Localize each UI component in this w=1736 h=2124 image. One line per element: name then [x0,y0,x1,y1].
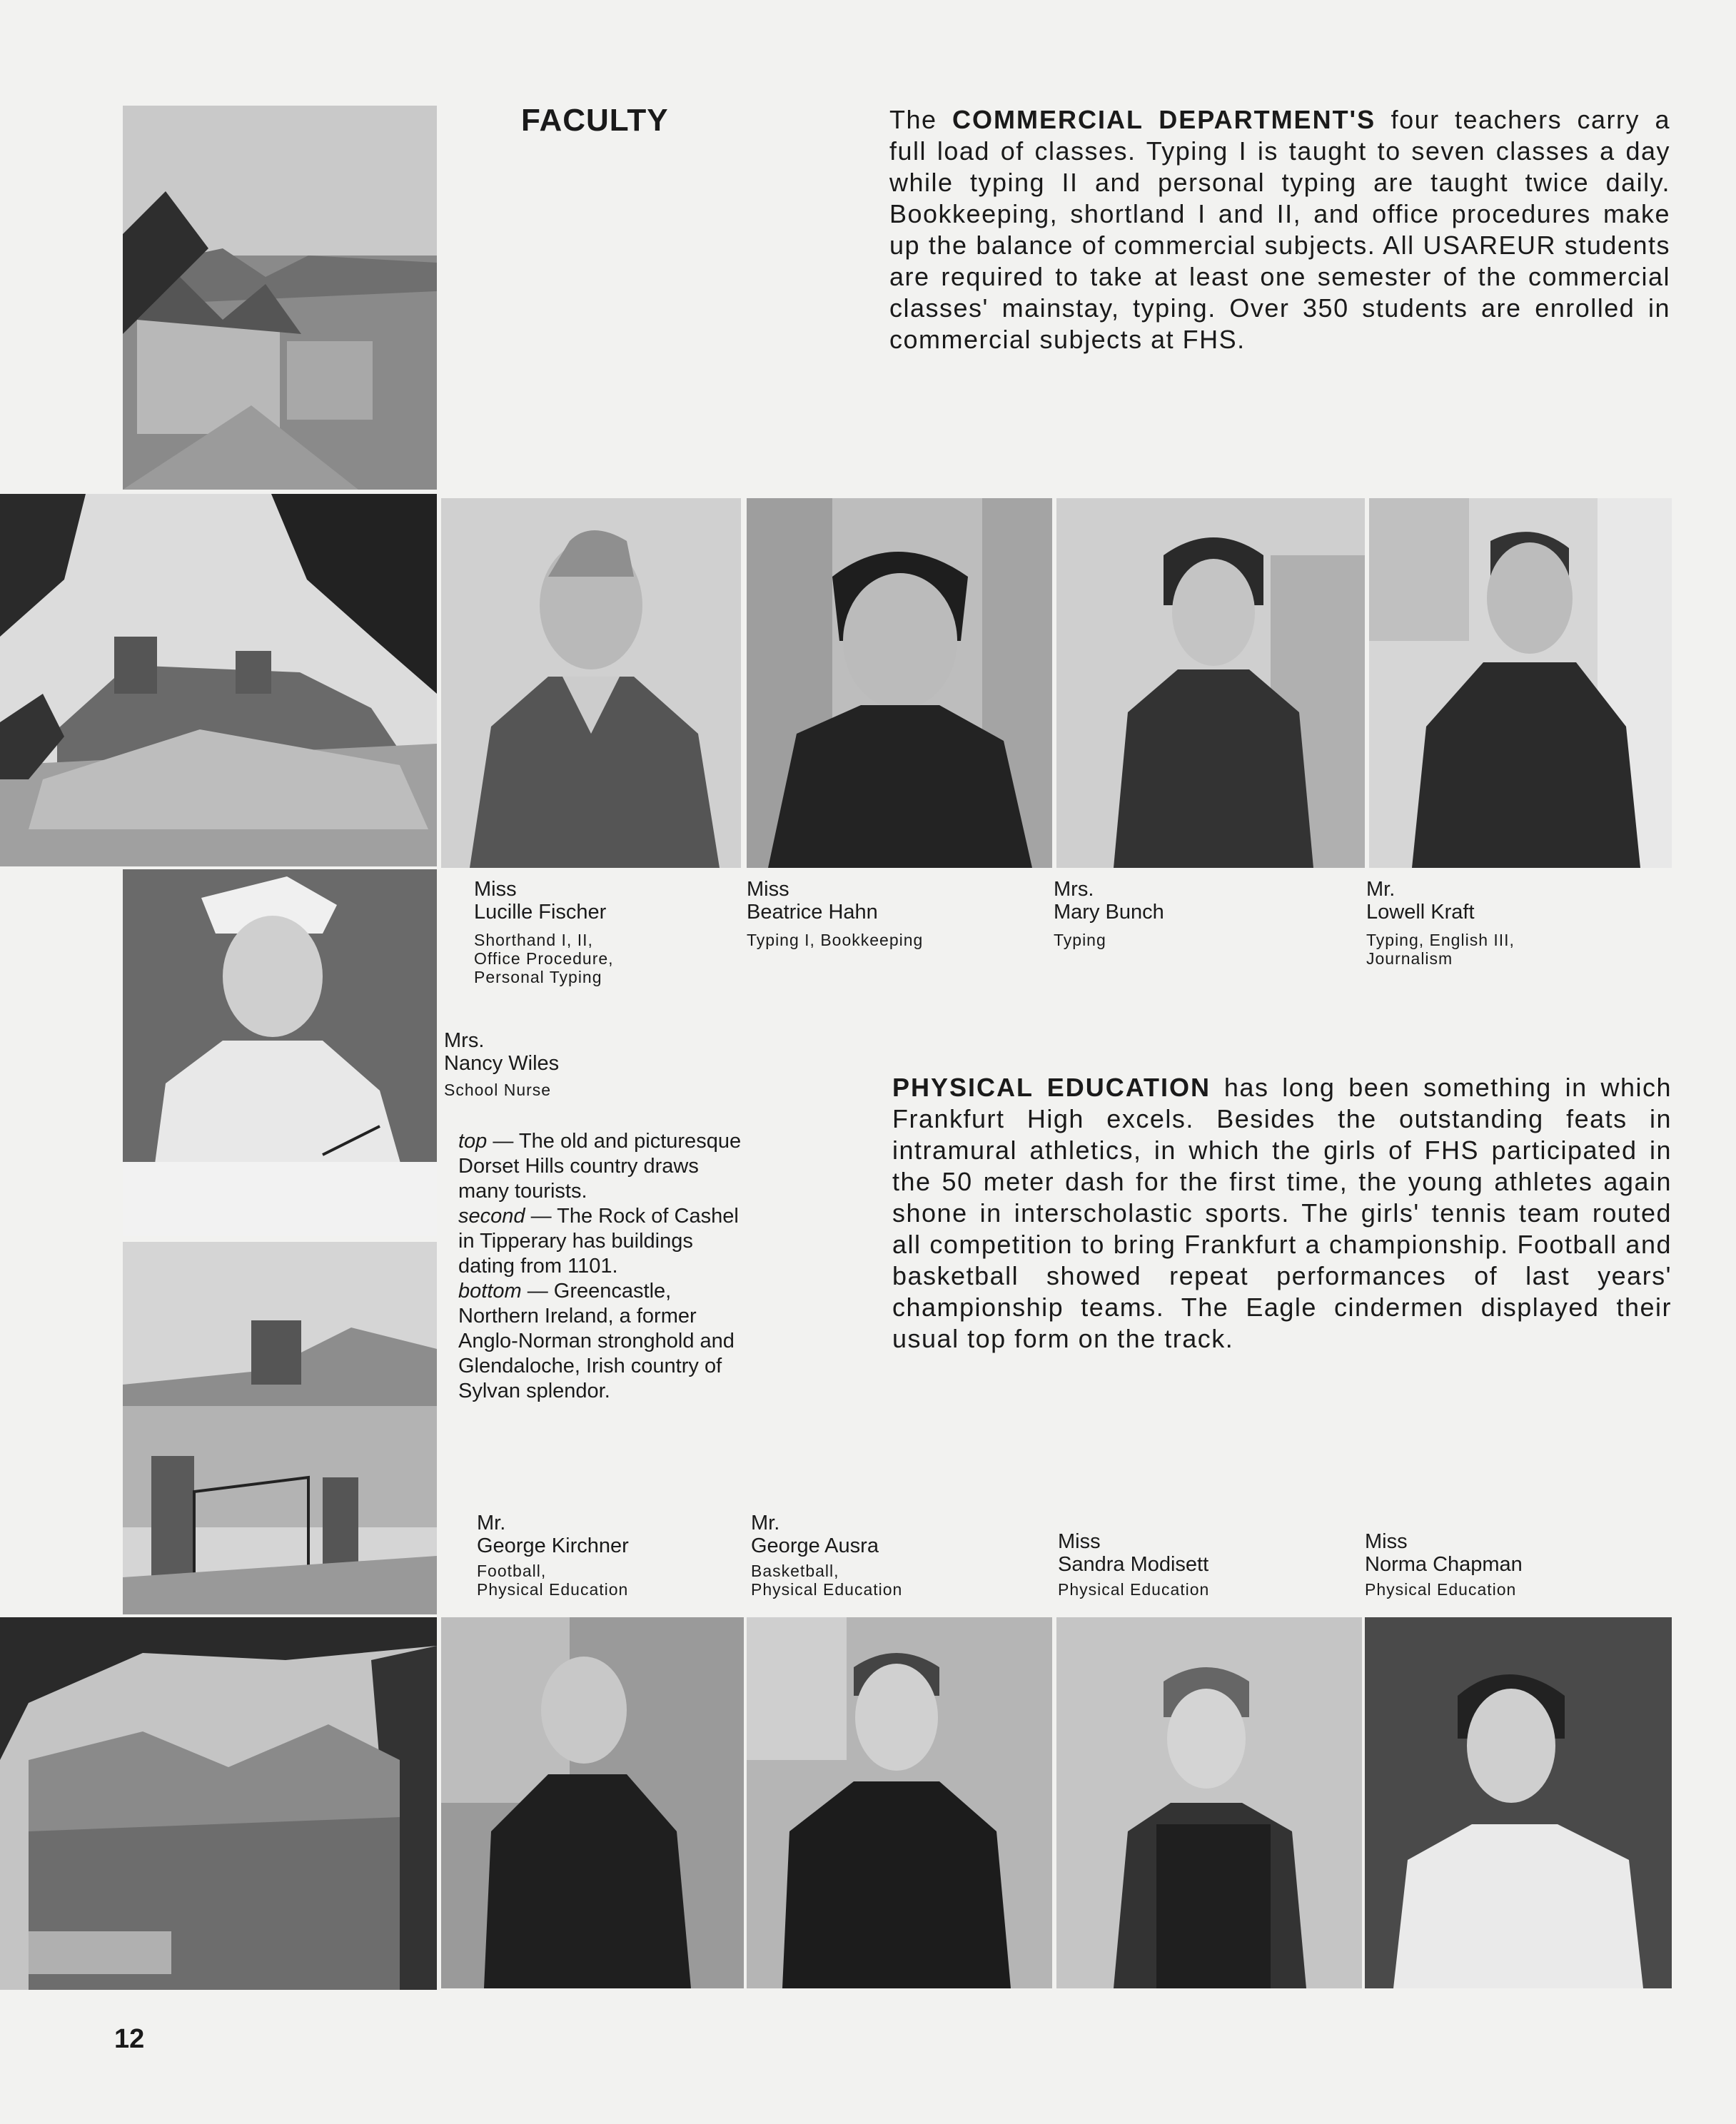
portrait-george-kirchner [441,1617,744,1988]
faculty-role: Football, Physical Education [477,1562,629,1599]
portrait-mary-bunch [1056,498,1365,868]
faculty-title: Mrs. [1054,878,1094,901]
caption-george-ausra [751,1512,1036,1599]
scenic-caption-bottom: bottom — Greencastle, Northern Ireland, a former Anglo-Norman stronghold and Glendaloche, Irish country of Sylvan splendor. [458,1280,735,1402]
photo-dorset-hills [123,106,437,490]
faculty-name: Mary Bunch [1054,901,1164,924]
photo-glendalough [0,1617,437,1990]
pe-body: has long been something in which Frankfurt High excels. Besides the outstanding feats in intramural athletics, in which the girls of FHS participated in the 50 meter dash for the first time, the young athletes again shone in interscholastic sports. The girls' tennis team routed all competition to bring Frankfurt a championship. Football and basketball showed repeat performances of last years' championship teams. The Eagle cindermen displayed their usual top form on the track. [892,1073,1672,1353]
faculty-role: Typing, English III, Journalism [1366,931,1515,968]
faculty-name: Lucille Fischer [474,901,607,924]
faculty-role: Typing I, Bookkeeping [747,931,924,949]
commercial-paragraph [889,104,1670,355]
faculty-name: Beatrice Hahn [747,901,878,924]
caption-mary-bunch [1054,878,1353,949]
faculty-name: Norma Chapman [1365,1553,1523,1576]
caption-beatrice-hahn [747,878,1046,949]
portrait-sandra-modisett [1056,1617,1362,1988]
scenic-caption-top: top — The old and picturesque Dorset Hills country draws many tourists. [458,1130,742,1203]
faculty-role: Shorthand I, II, Office Procedure, Personal Typing [474,931,614,986]
faculty-title: Mr. [1366,878,1396,901]
pe-paragraph [892,1072,1672,1355]
faculty-role: School Nurse [444,1081,552,1099]
faculty-role: Typing [1054,931,1106,949]
faculty-name: George Kirchner [477,1534,629,1557]
photo-greencastle [123,1242,437,1614]
faculty-title: Miss [474,878,517,901]
portrait-norma-chapman [1365,1617,1672,1988]
faculty-title: Mrs. [444,1029,485,1052]
scenic-caption-second: second — The Rock of Cashel in Tipperary has buildings dating from 1101. [458,1205,739,1278]
pe-dept-name: PHYSICAL EDUCATION [892,1073,1211,1102]
photo-school-nurse [123,869,437,1236]
faculty-name: Lowell Kraft [1366,901,1475,924]
portrait-lucille-fischer [441,498,741,868]
photo-rock-of-cashel [0,494,437,866]
caption-lowell-kraft [1366,878,1666,968]
faculty-name: George Ausra [751,1534,879,1557]
portrait-george-ausra [747,1617,1052,1988]
commercial-lead: The [889,105,937,134]
faculty-title: Mr. [477,1512,506,1534]
portrait-lowell-kraft [1369,498,1672,868]
faculty-name: Nancy Wiles [444,1052,560,1075]
page-heading: FACULTY [521,103,669,138]
caption-lucille-fischer [474,878,731,986]
faculty-title: Mr. [751,1512,780,1534]
caption-norma-chapman [1365,1530,1650,1599]
faculty-title: Miss [1365,1530,1408,1553]
faculty-title: Miss [1058,1530,1101,1553]
faculty-name: Sandra Modisett [1058,1553,1209,1576]
commercial-body: four teachers carry a full load of classes. Typing I is taught to seven classes a day while typing II and personal typing are taught twice daily. Bookkeeping, shortland I and II, and office procedures make up the balance of commercial subjects. All USAREUR students are required to take at least one semester of the commercial classes' mainstay, typing. Over 350 students are enrolled in commercial subjects at FHS. [889,105,1670,354]
page-number: 12 [114,2024,145,2054]
faculty-title: Miss [747,878,789,901]
portrait-beatrice-hahn [747,498,1052,868]
faculty-role: Physical Education [1365,1580,1517,1599]
caption-sandra-modisett [1058,1530,1343,1599]
caption-nancy-wiles [444,1029,744,1099]
commercial-dept-name: COMMERCIAL DEPARTMENT'S [952,105,1376,134]
caption-george-kirchner [477,1512,734,1599]
faculty-role: Basketball, Physical Education [751,1562,903,1599]
faculty-role: Physical Education [1058,1580,1210,1599]
scenic-captions [458,1129,744,1404]
